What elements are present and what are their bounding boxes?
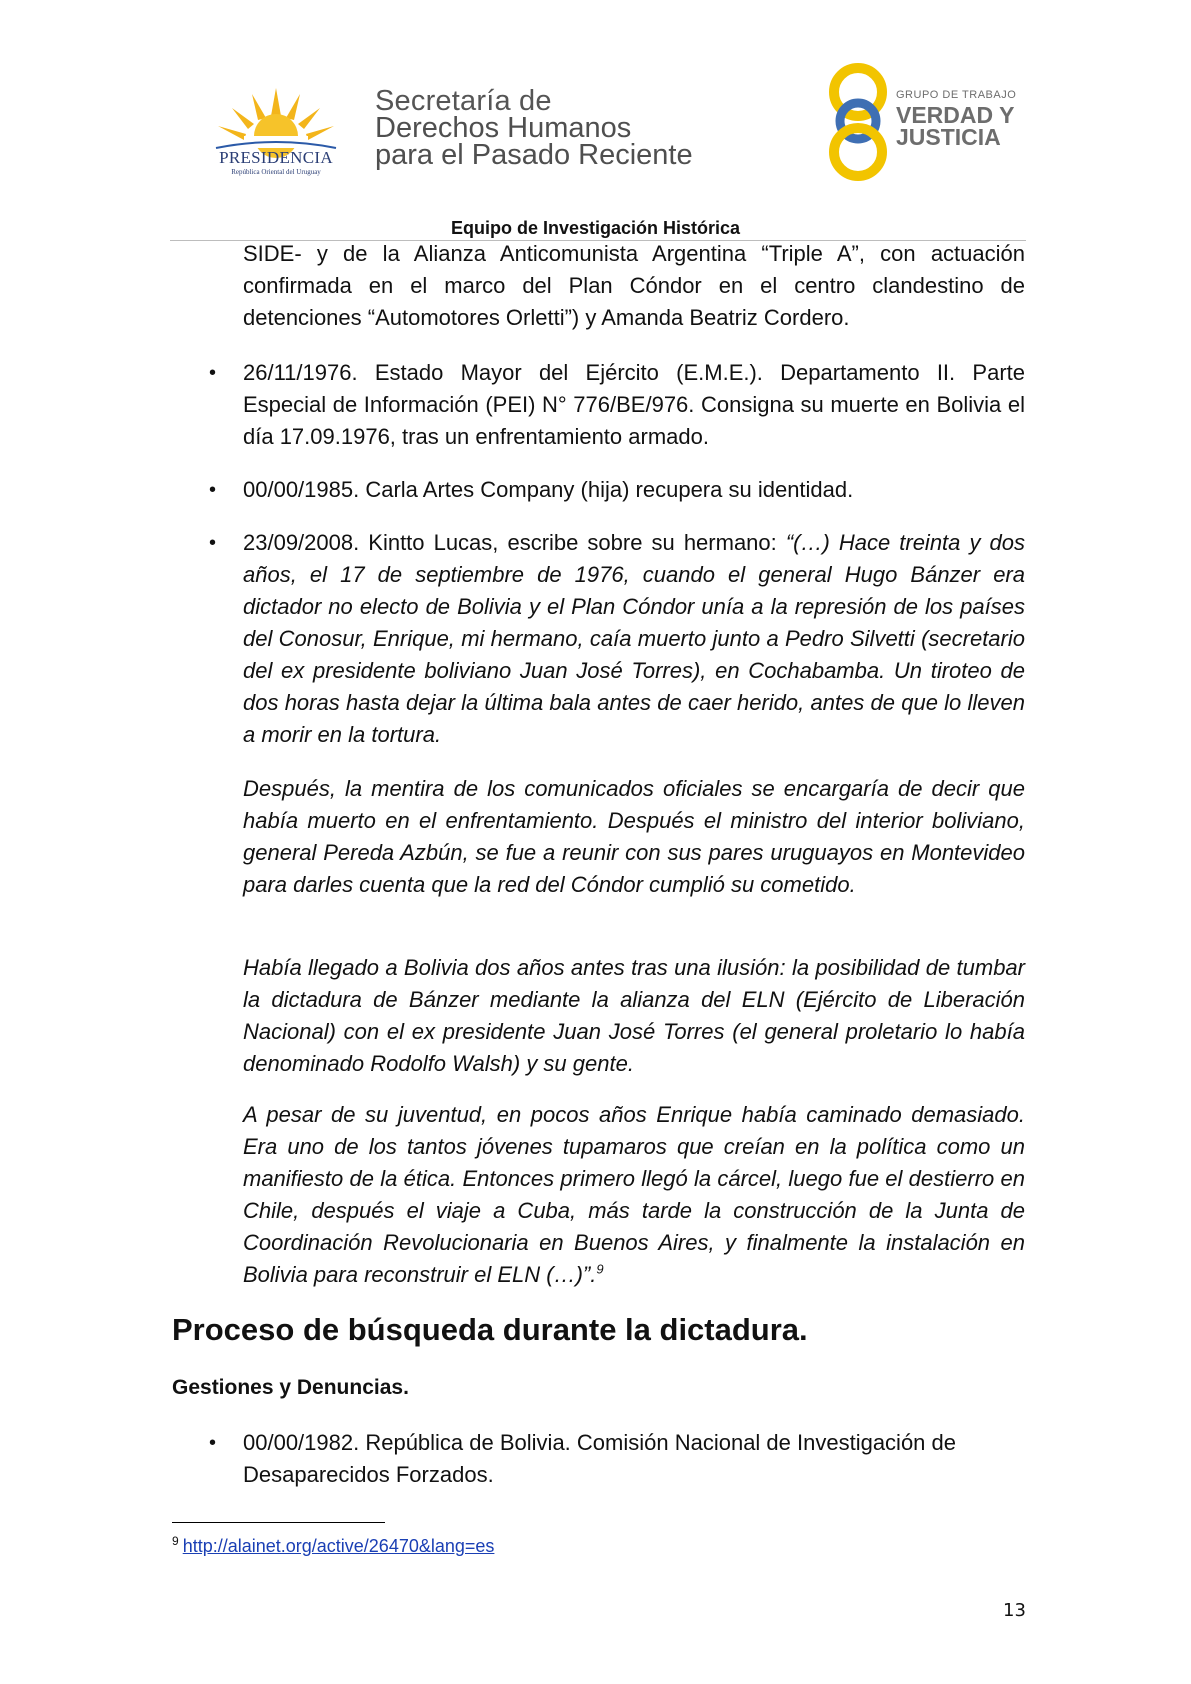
quote-lead: 23/09/2008. Kintto Lucas, escribe sobre su hermano: [243, 530, 786, 555]
verdad-justicia-logo [820, 60, 1030, 182]
bullet-icon: • [209, 362, 217, 384]
list-item: 00/00/1982. República de Bolivia. Comisión Nacional de Investigación de Desaparecidos Forzados. [243, 1430, 957, 1487]
page-number: 13 [1003, 1600, 1026, 1621]
list-item [243, 527, 1025, 751]
footnote [172, 1530, 494, 1557]
bullet-icon: • [209, 1432, 217, 1454]
gtvj-line1: GRUPO DE TRABAJO [896, 89, 1017, 101]
footnote-reference[interactable]: 9 [596, 1261, 604, 1277]
presidencia-wordmark: PRESIDENCIA [219, 148, 333, 167]
sub-heading: Gestiones y Denuncias. [172, 1376, 409, 1399]
continuation-paragraph: SIDE- y de la Alianza Anticomunista Argentina “Triple A”, con actuación confirmada en el marco del Plan Cóndor en el centro clandestino de detenciones “Automotores Orletti”) y Amanda Beatriz Cordero. [243, 241, 1025, 330]
secretaria-line3: para el Pasado Reciente [375, 139, 693, 171]
header-title: Equipo de Investigación Histórica [450, 218, 741, 238]
quote-text: “(…) Hace treinta y dos años, el 17 de septiembre de 1976, cuando el general Hugo Bánzer era dictador no electo de Bolivia y el Plan Cóndor unía a la represión de los países del Conosur, Enrique, mi hermano, caía muerto junto a Pedro Silvetti (secretario del ex presidente boliviano Juan José Torres), en Cochabamba. Un tiroteo de dos horas hasta dejar la última bala antes de caer herido, antes de que lo lleven a morir en la tortura. [243, 530, 1025, 747]
list-item: 26/11/1976. Estado Mayor del Ejército (E.M.E.). Departamento II. Parte Especial de Información (PEI) N° 776/BE/976. Consigna su muerte en Bolivia el día 17.09.1976, tras un enfrentamiento armado. [243, 360, 1025, 449]
footnote-link[interactable]: http://alainet.org/active/26470&lang=es [182, 1536, 495, 1556]
presidencia-logo [196, 82, 356, 178]
quote-paragraph [243, 1099, 1025, 1291]
secretaria-wordmark [375, 85, 693, 171]
gtvj-line2: VERDAD Y [896, 102, 1015, 128]
section-heading: Proceso de búsqueda durante la dictadura. [172, 1312, 808, 1347]
bullet-icon: • [209, 532, 217, 554]
footnote-divider [172, 1522, 385, 1523]
bullet-icon: • [209, 479, 217, 501]
quote-paragraph: Después, la mentira de los comunicados oficiales se encargaría de decir que había muerto en el enfrentamiento. Después el ministro del interior boliviano, general Pereda Azbún, se fue a reunir con sus pares uruguayos en Montevideo para darles cuenta que la red del Cóndor cumplió su cometido. [243, 776, 1025, 897]
secretaria-line1: Secretaría de [375, 85, 552, 117]
secretaria-line2: Derechos Humanos [375, 112, 632, 144]
interlinked-rings-icon [820, 60, 896, 182]
gtvj-line3: JUSTICIA [896, 124, 1001, 150]
footnote-number: 9 [172, 1534, 179, 1548]
quote-paragraph: Había llegado a Bolivia dos años antes tras una ilusión: la posibilidad de tumbar la dictadura de Bánzer mediante la alianza del ELN (Ejército de Liberación Nacional) con el ex presidente Juan José Torres (el general proletario lo había denominado Rodolfo Walsh) y su gente. [243, 955, 1025, 1076]
list-item: 00/00/1985. Carla Artes Company (hija) recupera su identidad. [243, 477, 854, 502]
presidencia-subtitle: República Oriental del Uruguay [231, 168, 321, 176]
quote-paragraph-text: A pesar de su juventud, en pocos años Enrique había caminado demasiado. Era uno de los tantos jóvenes tupamaros que creían en la política como un manifiesto de la ética. Entonces primero llegó la cárcel, luego fue el destierro en Chile, después el viaje a Cuba, más tarde la construcción de la Junta de Coordinación Revolucionaria en Buenos Aires, y finalmente la instalación en Bolivia para reconstruir el ELN (…)”. [243, 1102, 1025, 1287]
